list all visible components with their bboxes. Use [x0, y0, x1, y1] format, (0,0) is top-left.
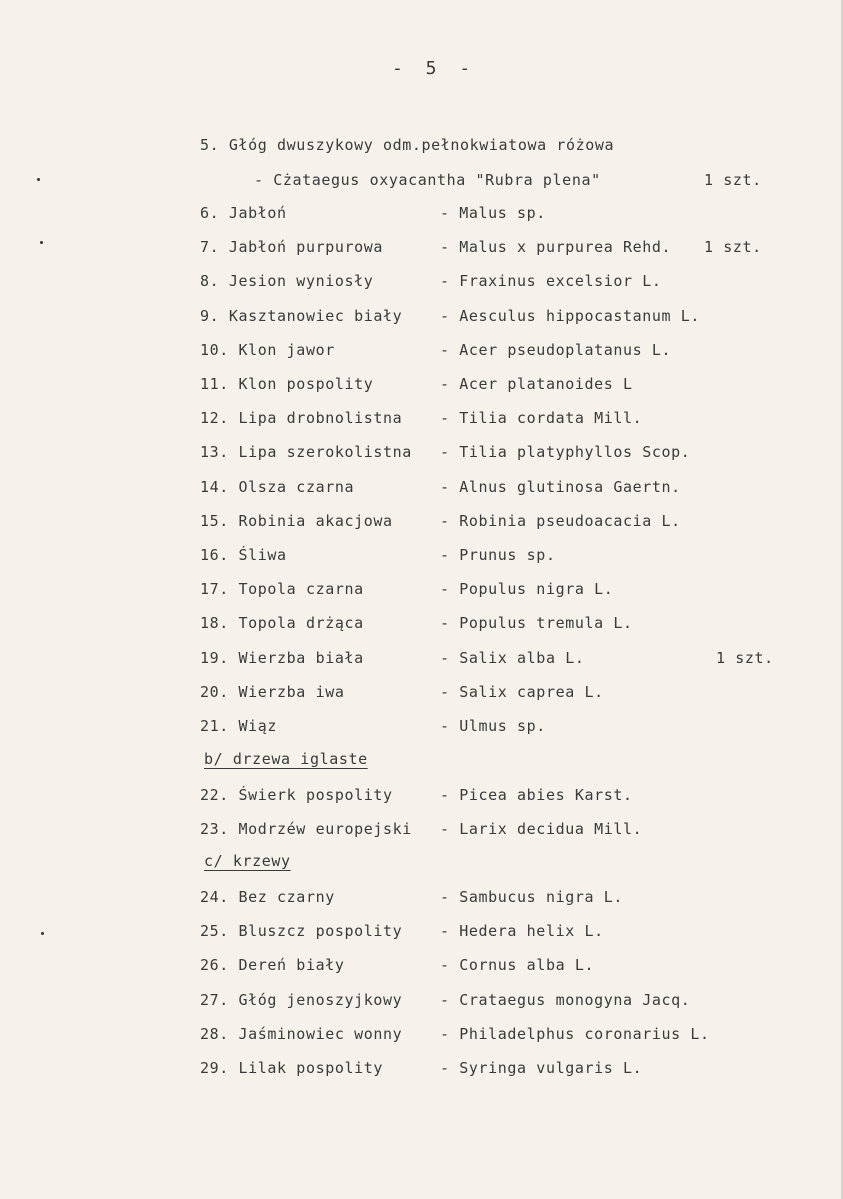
species-latin-name: - Tilia cordata Mill.	[440, 409, 643, 428]
species-polish-name: 27. Głóg jenoszyjkowy	[200, 990, 403, 1009]
entry-5-line-2: - Cżataegus oxyacantha "Rubra plena"	[254, 171, 601, 189]
margin-mark	[41, 932, 44, 935]
section-heading-conifers: b/ drzewa iglaste	[204, 750, 368, 768]
species-latin-name: - Salix alba L.	[440, 648, 585, 667]
species-polish-name: 10. Klon jawor	[200, 340, 335, 359]
species-polish-name: 12. Lipa drobnolistna	[200, 409, 403, 428]
entry-5-quantity: 1 szt.	[704, 171, 762, 189]
section-heading-shrubs: c/ krzewy	[204, 852, 291, 870]
species-polish-name: 19. Wierzba biała	[200, 648, 364, 667]
species-polish-name: 13. Lipa szerokolistna	[200, 443, 412, 462]
species-latin-name: - Aesculus hippocastanum L.	[440, 306, 701, 325]
species-latin-name: - Acer platanoides L	[440, 375, 633, 393]
page-number: - 5 -	[392, 58, 477, 79]
species-latin-name: - Prunus sp.	[440, 546, 556, 564]
species-latin-name: - Crataegus monogyna Jacq.	[440, 990, 691, 1009]
entry-5-line-1: 5. Głóg dwuszykowy odm.pełnokwiatowa różowa	[200, 136, 615, 154]
species-polish-name: 11. Klon pospolity	[200, 375, 374, 393]
species-polish-name: 14. Olsza czarna	[200, 477, 355, 496]
species-polish-name: 26. Dereń biały	[200, 956, 345, 975]
species-polish-name: 7. Jabłoń purpurowa	[200, 238, 383, 257]
species-latin-name: - Picea abies Karst.	[440, 786, 633, 804]
species-polish-name: 24. Bez czarny	[200, 888, 335, 906]
species-latin-name: - Fraxinus excelsior L.	[440, 272, 662, 291]
species-latin-name: - Robinia pseudoacacia L.	[440, 511, 681, 530]
species-latin-name: - Hedera helix L.	[440, 922, 604, 941]
species-polish-name: 18. Topola drżąca	[200, 614, 364, 633]
species-latin-name: - Acer pseudoplatanus L.	[440, 340, 672, 359]
species-polish-name: 23. Modrzéw europejski	[200, 820, 412, 838]
species-latin-name: - Cornus alba L.	[440, 956, 595, 975]
margin-mark	[37, 178, 40, 181]
species-latin-name: - Malus x purpurea Rehd.	[440, 238, 672, 257]
species-polish-name: 6. Jabłoń	[200, 204, 287, 222]
species-latin-name: - Tilia platyphyllos Scop.	[440, 443, 691, 462]
species-latin-name: - Larix decidua Mill.	[440, 820, 643, 838]
margin-mark	[40, 241, 43, 244]
species-polish-name: 8. Jesion wyniosły	[200, 272, 374, 291]
species-polish-name: 29. Lilak pospolity	[200, 1059, 383, 1077]
species-polish-name: 21. Wiąz	[200, 717, 278, 735]
species-polish-name: 20. Wierzba iwa	[200, 682, 345, 701]
species-latin-name: - Sambucus nigra L.	[440, 888, 623, 906]
species-latin-name: - Populus tremula L.	[440, 614, 633, 633]
species-latin-name: - Populus nigra L.	[440, 580, 614, 599]
species-latin-name: - Malus sp.	[440, 204, 546, 222]
species-polish-name: 16. Śliwa	[200, 546, 287, 564]
species-polish-name: 28. Jaśminowiec wonny	[200, 1024, 403, 1043]
species-polish-name: 15. Robinia akacjowa	[200, 511, 393, 530]
species-latin-name: - Alnus glutinosa Gaertn.	[440, 477, 681, 496]
species-quantity: 1 szt.	[716, 648, 774, 667]
species-polish-name: 9. Kasztanowiec biały	[200, 306, 403, 325]
species-latin-name: - Ulmus sp.	[440, 717, 546, 735]
species-polish-name: 22. Świerk pospolity	[200, 786, 393, 804]
species-quantity: 1 szt.	[704, 238, 762, 257]
species-polish-name: 25. Bluszcz pospolity	[200, 922, 403, 941]
species-polish-name: 17. Topola czarna	[200, 580, 364, 599]
species-latin-name: - Salix caprea L.	[440, 682, 604, 701]
species-latin-name: - Syringa vulgaris L.	[440, 1059, 643, 1077]
species-latin-name: - Philadelphus coronarius L.	[440, 1024, 710, 1043]
